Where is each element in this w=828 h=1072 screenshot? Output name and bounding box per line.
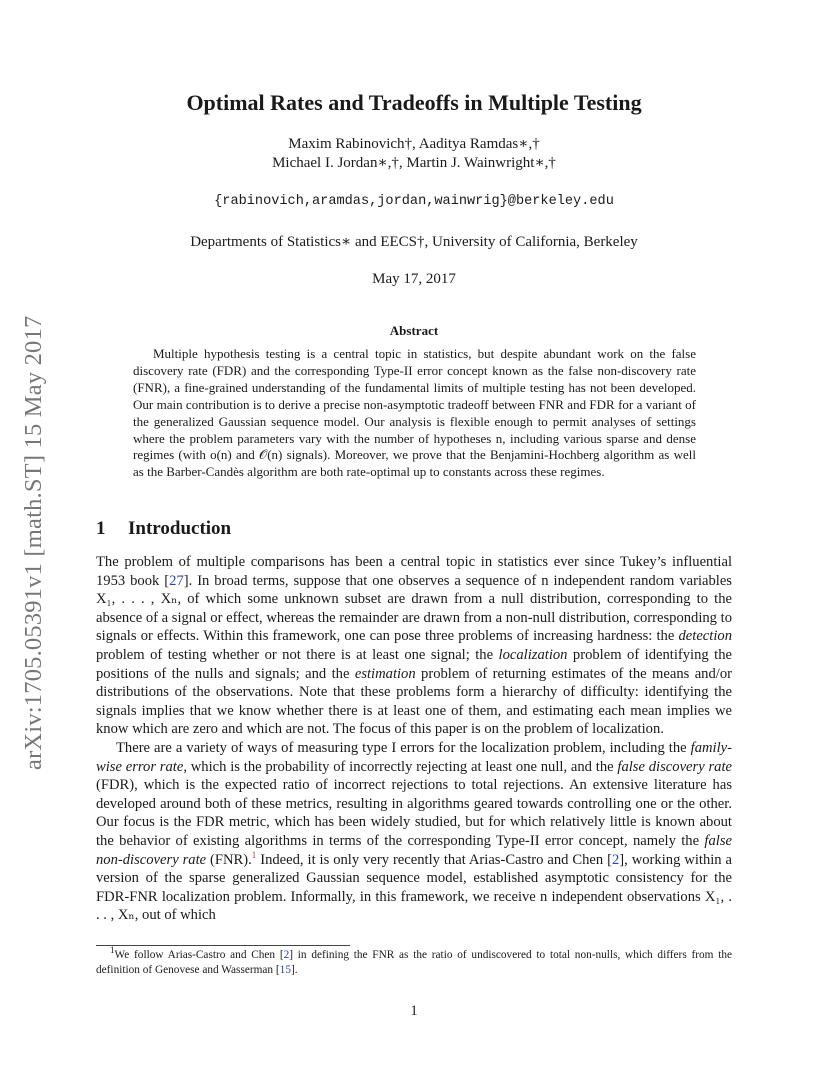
citation-link[interactable]: 27 xyxy=(169,572,184,589)
text-run: ]. xyxy=(290,964,298,977)
footnote xyxy=(96,945,732,978)
section-title: Introduction xyxy=(128,518,232,539)
section-heading xyxy=(96,518,231,540)
citation-link[interactable]: 15 xyxy=(279,964,291,977)
emphasis: false non-discovery rate xyxy=(96,832,732,868)
emphasis: localization xyxy=(498,646,568,663)
footnote-divider xyxy=(96,945,350,946)
emphasis: estimation xyxy=(354,665,416,682)
text-run: The problem of multiple comparisons has been a central topic in statistics ever since Tukey’s influential 1953 book [ xyxy=(96,554,732,589)
emphasis: family-wise error rate xyxy=(96,739,732,775)
text-run: There are a variety of ways of measuring type I errors for the localization problem, including the xyxy=(116,739,691,756)
page-number: 1 xyxy=(410,1003,418,1019)
footnote-marker-link[interactable]: 1 xyxy=(251,849,257,860)
paragraph-2 xyxy=(96,739,732,925)
text-run: (FDR), which is the expected ratio of incorrect rejections to total rejections. An extensive literature has developed around both of these metrics, resulting in algorithms geared towards controlling one or the other. Our focus is the FDR metric, which has been widely studied, but for which relatively little is known about the behavior of existing algorithms in terms of the corresponding Type-II error concept, namely the xyxy=(96,777,732,849)
author-emails: {rabinovich,aramdas,jordan,wainwrig}@berkeley.edu xyxy=(214,194,614,209)
abstract-heading: Abstract xyxy=(389,323,439,338)
citation-link[interactable]: 2 xyxy=(283,949,290,961)
text-run: (FNR). xyxy=(206,851,252,868)
text-run: We follow Arias-Castro and Chen [ xyxy=(114,949,284,961)
author-line-2: Michael I. Jordan∗,†, Martin J. Wainwright∗,† xyxy=(272,155,556,171)
text-run: ], working within a version of the sparse generalized Gaussian sequence model, established asymptotic consistency for the FDR-FNR localization problem. Informally, in this framework, we receive n independent observations X₁, . . . , Xₙ, out of which xyxy=(96,851,732,924)
text-run: ] in defining the FNR as the ratio of undiscovered to total non-nulls, which differs from the definition of Genovese and Wasserman [ xyxy=(96,949,732,977)
author-block xyxy=(0,135,828,173)
text-run: problem of identifying the positions of the nulls and signals; and the xyxy=(96,646,732,682)
paragraph-1 xyxy=(96,553,732,739)
author-line-1: Maxim Rabinovich†, Aaditya Ramdas∗,† xyxy=(288,136,540,152)
paper-date: May 17, 2017 xyxy=(372,271,456,287)
arxiv-identifier-stamp: arXiv:1705.05391v1 [math.ST] 15 May 2017 xyxy=(20,315,47,770)
text-run: problem of returning estimates of the means and/or distributions of the observations. Note that these problems form a hierarchy of difficulty: identifying the signals implies that we know whether there is at least one of them, and estimating each mean implies we know which are zero and which are not. The focus of this paper is on the problem of localization. xyxy=(96,665,732,738)
text-run: , which is the probability of incorrectly rejecting at least one null, and the xyxy=(183,758,618,775)
emphasis: detection xyxy=(678,628,732,645)
text-run: Indeed, it is only very recently that Arias-Castro and Chen [ xyxy=(256,851,612,868)
text-run: problem of testing whether or not there is at least one signal; the xyxy=(96,646,499,663)
abstract-text: Multiple hypothesis testing is a central topic in statistics, but despite abundant work on the false discovery rate (FDR) and the corresponding Type-II error concept known as the false non-discovery rate (FNR), a fine-grained understanding of the fundamental limits of multiple testing has not been developed. Our main contribution is to derive a precise non-asymptotic tradeoff between FNR and FDR for a variant of the generalized Gaussian sequence model. Our analysis is flexible enough to permit analyses of settings where the problem parameters vary with the number of hypotheses n, including various sparse and dense regimes (with o(n) and 𝒪(n) signals). Moreover, we prove that the Benjamini-Hochberg algorithm as well as the Barber-Candès algorithm are both rate-optimal up to constants across these regimes. xyxy=(133,346,696,480)
text-run: ]. In broad terms, suppose that one observes a sequence of n independent random variables X₁, . . . , Xₙ, of which some unknown subset are drawn from a null distribution, corresponding to the absence of a signal or effect, whereas the remainder are drawn from a non-null distribution, corresponding to signals or effects. Within this framework, one can pose three problems of increasing hardness: the xyxy=(96,572,732,645)
section-number: 1 xyxy=(96,518,106,539)
introduction-body xyxy=(96,553,732,925)
citation-link[interactable]: 2 xyxy=(611,851,620,868)
emphasis: false discovery rate xyxy=(617,758,732,775)
affiliation: Departments of Statistics∗ and EECS†, University of California, Berkeley xyxy=(190,234,638,250)
paper-title: Optimal Rates and Tradeoffs in Multiple Testing xyxy=(186,90,642,115)
footnote-number: 1 xyxy=(110,945,115,956)
